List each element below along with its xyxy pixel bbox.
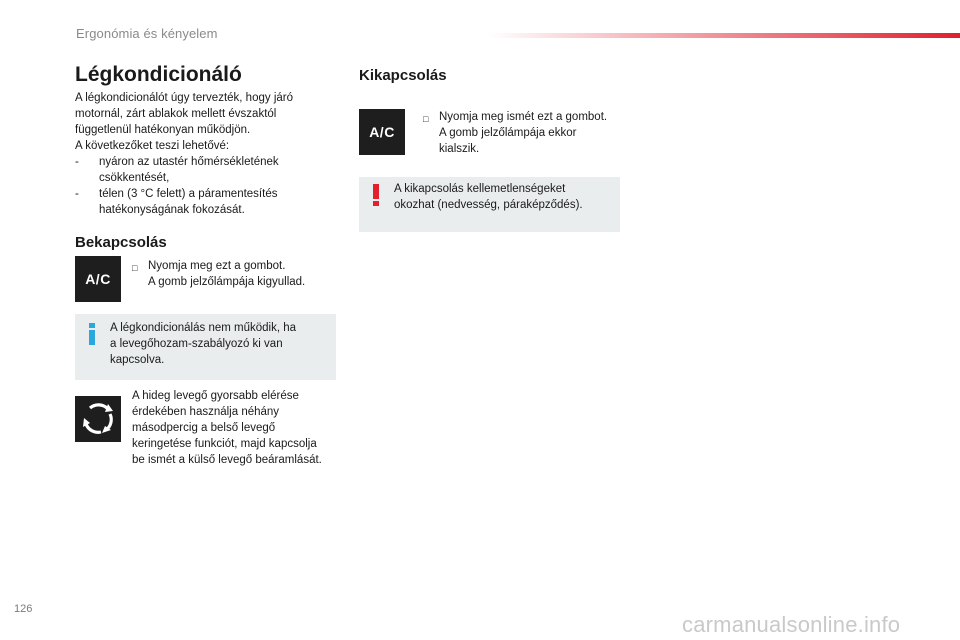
step-line: Nyomja meg ismét ezt a gombot. (439, 111, 608, 123)
recirc-line: be ismét a külső levegő beáramlását. (132, 454, 322, 466)
step-off (423, 109, 607, 157)
step-line: A gomb jelzőlámpája ekkor (439, 127, 577, 139)
intro-paragraph (75, 90, 345, 218)
bullet-line: csökkentését, (99, 172, 170, 184)
info-note (75, 314, 336, 380)
header-accent-bar (488, 33, 960, 38)
intro-line: függetlenül hatékonyan működjön. (75, 124, 251, 136)
air-recirculation-icon (75, 396, 121, 442)
recirc-line: keringetése funkciót, majd kapcsolja (132, 438, 317, 450)
recirc-line: másodpercig a belső levegő (132, 422, 276, 434)
watermark: carmanualsonline.info (682, 612, 901, 637)
step-line: kialszik. (439, 143, 480, 155)
info-line: kapcsolva. (110, 354, 165, 366)
section-title-on: Bekapcsolás (75, 234, 167, 251)
bullet-line: nyáron az utastér hőmérsékletének (99, 156, 279, 168)
step-line: Nyomja meg ezt a gombot. (148, 260, 286, 272)
recirc-text (132, 388, 322, 468)
warning-line: A kikapcsolás kellemetlenségeket (394, 183, 566, 195)
section-title-off: Kikapcsolás (359, 67, 447, 84)
intro-line: A légkondicionálót úgy tervezték, hogy járó (75, 92, 293, 104)
info-i-icon (88, 323, 96, 345)
recirc-line: érdekében használja néhány (132, 406, 280, 418)
ac-button-icon: A/C (359, 109, 405, 155)
section-header: Ergonómia és kényelem (76, 26, 218, 41)
info-text (110, 320, 296, 368)
bullet-item (75, 154, 345, 186)
warning-line: okozhat (nedvesség, páraképződés). (394, 199, 583, 211)
recirc-line: A hideg levegő gyorsabb elérése (132, 390, 299, 402)
warning-text (394, 181, 583, 213)
page-title: Légkondicionáló (75, 63, 242, 86)
info-line: A légkondicionálás nem működik, ha (110, 322, 297, 334)
info-line: a levegőhozam-szabályozó ki van (110, 338, 283, 350)
step-line: A gomb jelzőlámpája kigyullad. (148, 276, 306, 288)
bullet-dash: - (75, 188, 79, 200)
warning-note (359, 177, 620, 232)
step-on (132, 258, 305, 290)
page-number: 126 (14, 603, 33, 615)
bullet-line: hatékonyságának fokozását. (99, 204, 245, 216)
bullet-dash: - (75, 156, 79, 168)
ac-button-icon: A/C (75, 256, 121, 302)
step-bullet-icon: □ (132, 263, 138, 273)
bullet-item (75, 186, 345, 218)
exclamation-icon (372, 184, 380, 206)
step-bullet-icon: □ (423, 114, 429, 124)
intro-line: A következőket teszi lehetővé: (75, 140, 230, 152)
bullet-line: télen (3 °C felett) a páramentesítés (99, 188, 278, 200)
intro-line: motornál, zárt ablakok mellett évszaktól (75, 108, 277, 120)
